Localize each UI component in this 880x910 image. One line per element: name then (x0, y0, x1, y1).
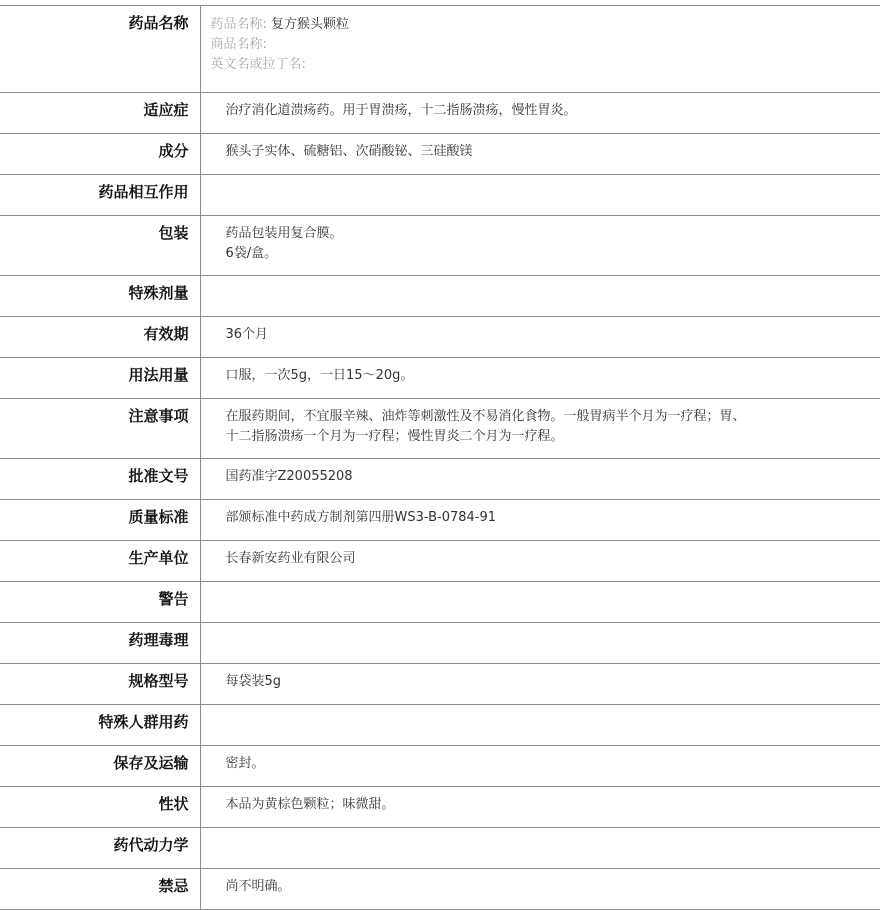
info-row-value (200, 134, 880, 175)
info-row-value (200, 358, 880, 399)
english-name-line (211, 55, 880, 75)
drug-name-label: 药品名称 (0, 6, 200, 93)
info-row-value (200, 828, 880, 869)
info-row (0, 399, 880, 459)
info-row-value (200, 623, 880, 664)
info-row-label: 规格型号 (0, 664, 200, 705)
info-row-label: 禁忌 (0, 869, 200, 910)
info-value-line: 治疗消化道溃疡药。用于胃溃疡，十二指肠溃疡，慢性胃炎。 (226, 101, 880, 121)
info-value-line: 药品包装用复合膜。 (226, 224, 880, 244)
info-value-line: 国药准字Z20055208 (226, 467, 880, 487)
info-row-label: 生产单位 (0, 541, 200, 582)
info-value-line: 尚不明确。 (226, 877, 880, 897)
drug-info-table (0, 5, 880, 910)
info-row-label: 有效期 (0, 317, 200, 358)
info-row-value (200, 399, 880, 459)
info-row-label: 批准文号 (0, 459, 200, 500)
info-row-value (200, 664, 880, 705)
info-row (0, 93, 880, 134)
english-name-label: 英文名或拉丁名: (211, 57, 306, 72)
info-row-label: 药代动力学 (0, 828, 200, 869)
generic-name-label: 药品名称: (211, 17, 267, 32)
info-row-label: 包装 (0, 216, 200, 276)
trade-name-label: 商品名称: (211, 37, 267, 52)
info-row (0, 175, 880, 216)
info-row-value (200, 582, 880, 623)
info-row-label: 性状 (0, 787, 200, 828)
info-row-value (200, 787, 880, 828)
info-row-label: 用法用量 (0, 358, 200, 399)
info-row-value (200, 541, 880, 582)
generic-name-line (211, 15, 880, 35)
info-value-line: 本品为黄棕色颗粒；味微甜。 (226, 795, 880, 815)
info-value-line: 密封。 (226, 754, 880, 774)
drug-name-row (0, 6, 880, 93)
info-row (0, 828, 880, 869)
info-value-line: 猴头子实体、硫糖铝、次硝酸铋、三硅酸镁 (226, 142, 880, 162)
info-value-line: 长春新安药业有限公司 (226, 549, 880, 569)
drug-name-values (200, 6, 880, 93)
info-value-line: 部颁标准中药成方制剂第四册WS3-B-0784-91 (226, 508, 880, 528)
info-row-value (200, 216, 880, 276)
info-row-label: 特殊剂量 (0, 276, 200, 317)
drug-info-body (0, 6, 880, 910)
info-row-value (200, 500, 880, 541)
info-row-value (200, 276, 880, 317)
info-row (0, 664, 880, 705)
info-row (0, 500, 880, 541)
info-row (0, 134, 880, 175)
info-row-label: 特殊人群用药 (0, 705, 200, 746)
info-value-line: 每袋装5g (226, 672, 880, 692)
info-row-value (200, 869, 880, 910)
info-row (0, 459, 880, 500)
info-row (0, 705, 880, 746)
info-row-value (200, 459, 880, 500)
info-row-label: 质量标准 (0, 500, 200, 541)
info-row-label: 注意事项 (0, 399, 200, 459)
generic-name-value: 复方猴头颗粒 (271, 17, 349, 32)
info-row-label: 保存及运输 (0, 746, 200, 787)
info-row (0, 541, 880, 582)
info-row (0, 358, 880, 399)
info-row (0, 276, 880, 317)
info-row-value (200, 705, 880, 746)
info-row (0, 216, 880, 276)
info-row-label: 适应症 (0, 93, 200, 134)
info-row (0, 746, 880, 787)
trade-name-line (211, 35, 880, 55)
info-value-line: 36个月 (226, 325, 880, 345)
info-row (0, 582, 880, 623)
info-row-label: 警告 (0, 582, 200, 623)
info-row-value (200, 93, 880, 134)
info-row-label: 药品相互作用 (0, 175, 200, 216)
info-value-line: 在服药期间，不宜服辛辣、油炸等刺激性及不易消化食物。一般胃病半个月为一疗程；胃、 (226, 407, 880, 427)
info-value-line: 6袋/盒。 (226, 244, 880, 264)
info-row-label: 药理毒理 (0, 623, 200, 664)
info-row (0, 623, 880, 664)
info-row (0, 317, 880, 358)
info-row-value (200, 317, 880, 358)
info-row (0, 869, 880, 910)
info-value-line: 口服，一次5g，一日15～20g。 (226, 366, 880, 386)
info-row (0, 787, 880, 828)
info-row-value (200, 175, 880, 216)
info-row-label: 成分 (0, 134, 200, 175)
info-row-value (200, 746, 880, 787)
info-value-line: 十二指肠溃疡一个月为一疗程；慢性胃炎二个月为一疗程。 (226, 427, 880, 447)
